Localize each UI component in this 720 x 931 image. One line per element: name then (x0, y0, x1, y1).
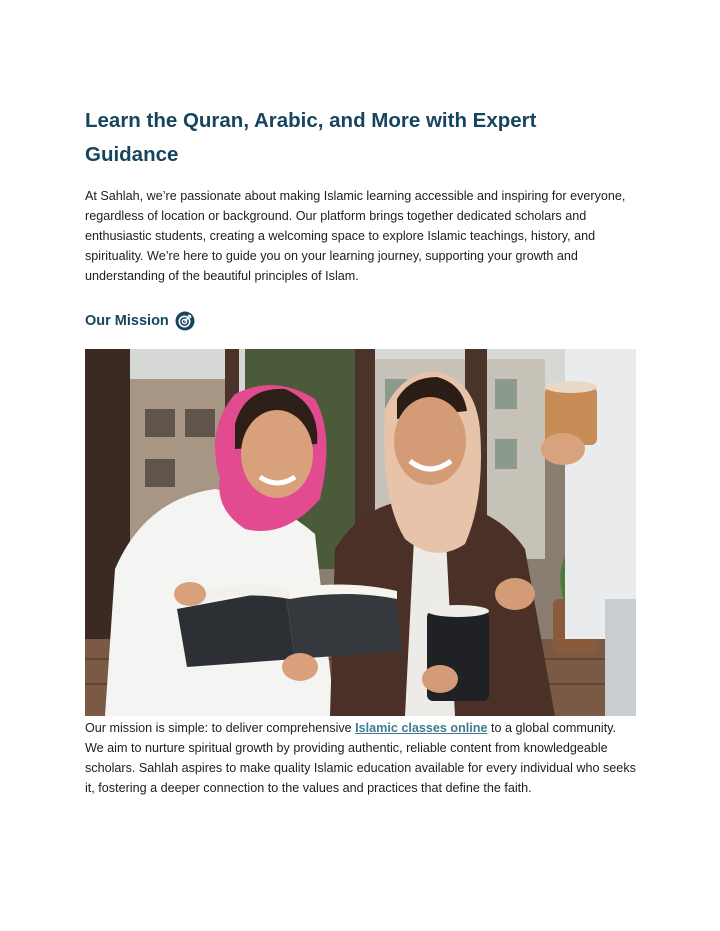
intro-paragraph: At Sahlah, we’re passionate about making Islamic learning accessible and inspiring for everyone, regardless of location or background. Our platform brings together dedicated scholars and enthusiastic students, creating a welcoming space to explore Islamic teachings, history, and spirituality. We’re here to guide you on your learning journey, supporting your growth and understanding of the beautiful principles of Islam. (85, 189, 626, 283)
mission-text-start: Our mission is simple: to deliver comprehensive (85, 721, 356, 735)
mission-text-end: to a global community. We aim to nurture spiritual growth by providing authentic, reliable content from knowledgeable scholars. Sahlah aspires to make quality Islamic education available for every individual who seeks it, fostering a deeper connection to the values and practices that define the faith. (85, 721, 636, 795)
target-icon (175, 311, 195, 331)
mission-heading: Our Mission (85, 313, 169, 329)
mission-heading-row (85, 309, 636, 333)
islamic-classes-online-link[interactable]: Islamic classes online (355, 721, 488, 735)
document-page (85, 104, 636, 798)
mission-photo (85, 349, 636, 716)
page-title: Learn the Quran, Arabic, and More with Expert Guidance (85, 109, 537, 166)
mission-paragraph (85, 718, 636, 798)
